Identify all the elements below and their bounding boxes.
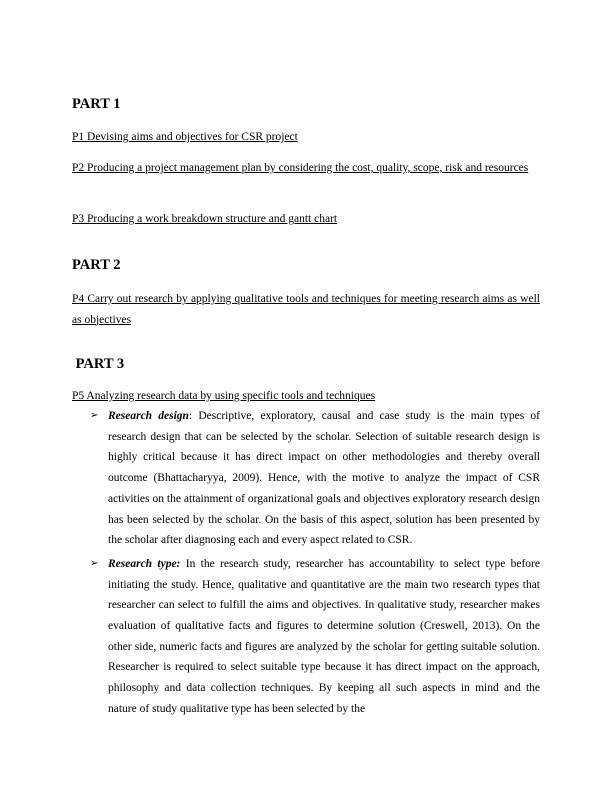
term-research-design: Research design bbox=[108, 410, 189, 422]
research-design-text: Descriptive, exploratory, causal and case study is the main types of research design that can be selected by the scholar. Selection of suitable research design is highly critical because it has direct impact on other methodologies and thereby overall outcome (Bhattacharyya, 2009). Hence, with the motive to analyze the impact of CSR activities on the attainment of organizational goals and objectives exploratory research design has been selected by the scholar. On the basis of this aspect, solution has been presented by the scholar after diagnosing each and every aspect related to CSR. bbox=[108, 410, 540, 547]
term-research-type: Research type: bbox=[108, 557, 181, 570]
term-separator: : bbox=[188, 410, 199, 422]
task-p3: P3 Producing a work breakdown structure and gantt chart bbox=[72, 213, 338, 225]
research-type-text: In the research study, researcher has accountability to select type before initiating the study. Hence, qualitative and quantitative are the main two research types that researcher can select to fulfill the aims and objectives. In qualitative study, researcher makes evaluation of qualitative facts and figures to determine solution (Creswell, 2013). On the other side, numeric facts and figures are analyzed by the scholar for getting suitable solution. Researcher is required to select suitable type because it has direct impact on the approach, philosophy and data collection techniques. By keeping all such aspects in mind and the nature of study qualitative type has been selected by the bbox=[108, 557, 540, 715]
part2-heading: PART 2 bbox=[72, 257, 121, 273]
part1-heading: PART 1 bbox=[72, 96, 121, 112]
arrow-bullet-icon: ➢ bbox=[90, 410, 99, 421]
task-p5: P5 Analyzing research data by using specific tools and techniques bbox=[72, 390, 376, 402]
list-item-research-design bbox=[72, 406, 540, 551]
task-p4: P4 Carry out research by applying qualitative tools and techniques for meeting research aims as well as objectives bbox=[72, 293, 540, 326]
task-p1: P1 Devising aims and objectives for CSR project bbox=[72, 131, 298, 143]
task-p2: P2 Producing a project management plan by considering the cost, quality, scope, risk and resources bbox=[72, 162, 529, 174]
methodology-list bbox=[72, 406, 540, 720]
part3-heading: PART 3 bbox=[72, 356, 125, 372]
arrow-bullet-icon: ➢ bbox=[90, 557, 99, 569]
list-item-research-type bbox=[72, 554, 540, 720]
